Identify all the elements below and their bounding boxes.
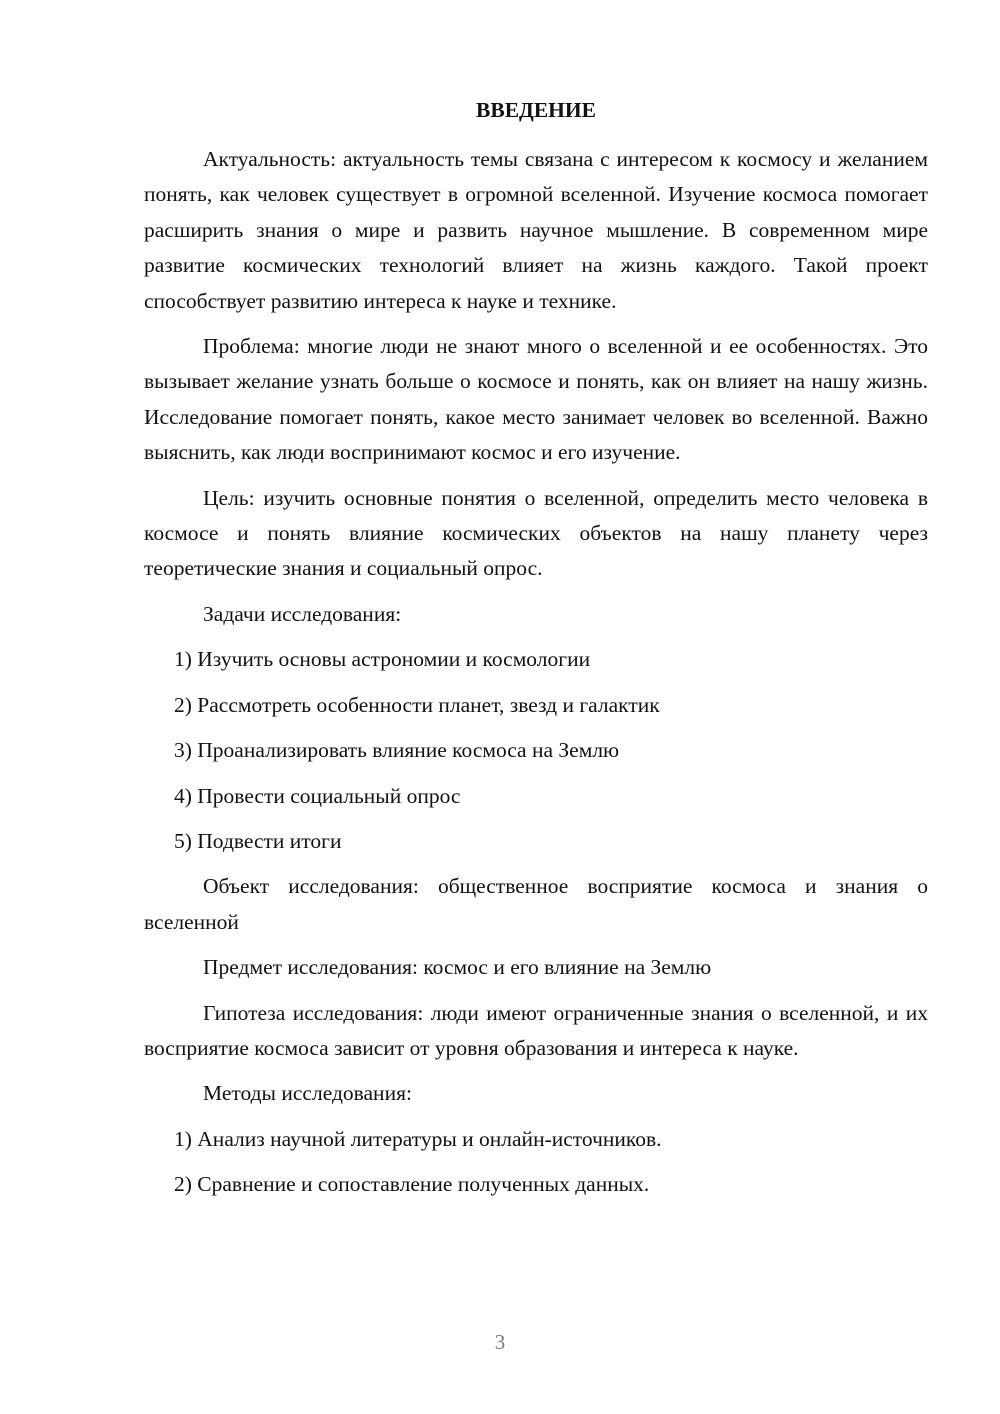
method-item: 2) Сравнение и сопоставление полученных данных. <box>174 1172 650 1197</box>
object-paragraph: Объект исследования: общественное восприятие космоса и знания о вселенной <box>144 874 928 934</box>
task-item: 3) Проанализировать влияние космоса на Землю <box>174 738 620 763</box>
subject-paragraph: Предмет исследования: космос и его влияние на Землю <box>203 955 712 980</box>
task-item: 2) Рассмотреть особенности планет, звезд и галактик <box>174 692 660 717</box>
task-item: 4) Провести социальный опрос <box>174 783 461 808</box>
tasks-heading: Задачи исследования: <box>203 601 402 626</box>
problem-paragraph: Проблема: многие люди не знают много о вселенной и ее особенностях. Это вызывает желание узнать больше о космосе и понять, как он влияет на нашу жизнь. Исследование помогает понять, какое место занимает человек во вселенной. Важно выяснить, как люди воспринимают космос и его изучение. <box>144 334 928 465</box>
task-item: 1) Изучить основы астрономии и космологии <box>174 647 591 672</box>
method-item: 1) Анализ научной литературы и онлайн-источников. <box>174 1126 662 1151</box>
page-number: 3 <box>494 1330 506 1354</box>
page-content <box>144 92 928 1213</box>
methods-heading: Методы исследования: <box>203 1081 412 1106</box>
hypothesis-paragraph: Гипотеза исследования: люди имеют ограниченные знания о вселенной, и их восприятие космоса зависит от уровня образования и интереса к науке. <box>144 1000 928 1060</box>
page-title: ВВЕДЕНИЕ <box>476 98 596 122</box>
relevance-paragraph: Актуальность: актуальность темы связана с интересом к космосу и желанием понять, как человек существует в огромной вселенной. Изучение космоса помогает расширить знания о мире и развить научное мышление. В современном мире развитие космических технологий влияет на жизнь каждого. Такой проект способствует развитию интереса к науке и технике. <box>144 147 928 313</box>
task-item: 5) Подвести итоги <box>174 828 342 853</box>
goal-paragraph: Цель: изучить основные понятия о вселенной, определить место человека в космосе и понять влияние космических объектов на нашу планету через теоретические знания и социальный опрос. <box>144 485 928 581</box>
